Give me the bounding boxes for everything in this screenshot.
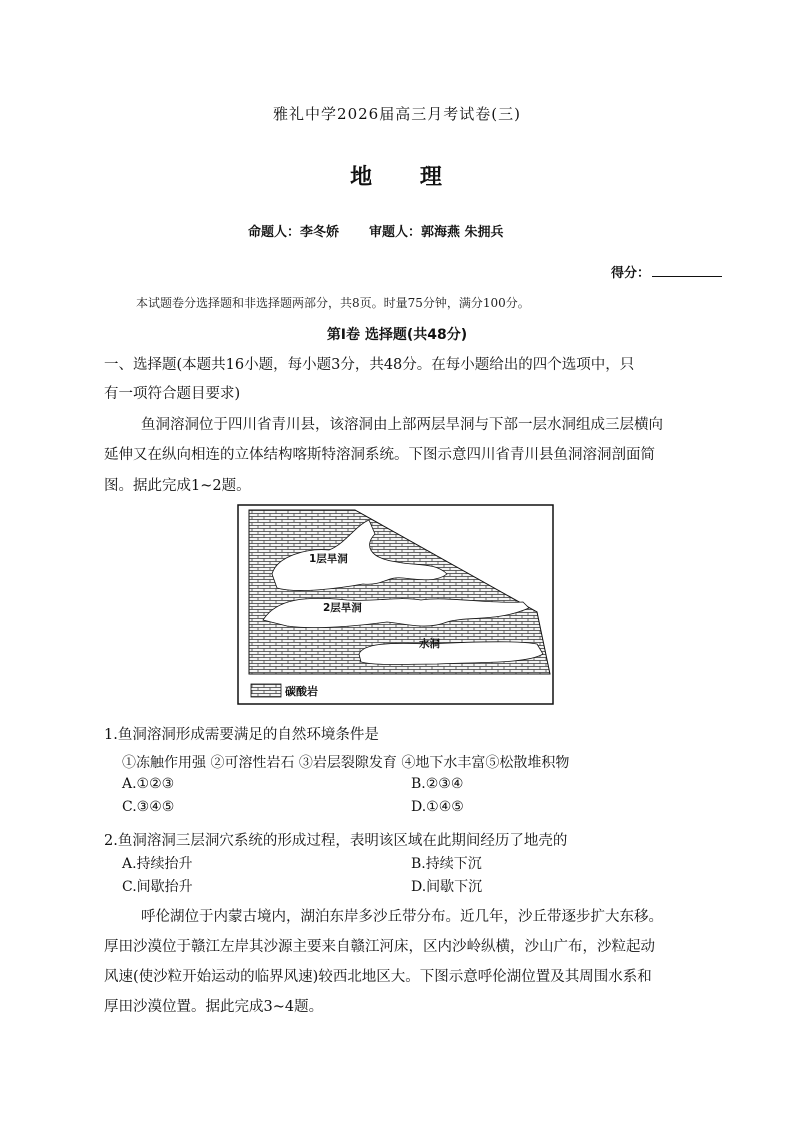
subject-title: 地 理	[350, 164, 462, 190]
label-layer1: 1层旱洞	[309, 553, 348, 565]
legend-swatch	[251, 684, 281, 697]
passage2-line3: 风速(使沙粒开始运动的临界风速)较西北地区大。下图示意呼伦湖位置及其周围水系和	[104, 969, 652, 985]
q1-option-a[interactable]: A.①②③	[122, 776, 175, 792]
score-blank	[652, 264, 722, 277]
q2-stem: 2.鱼洞溶洞三层洞穴系统的形成过程，表明该区域在此期间经历了地壳的	[104, 833, 568, 849]
label-water-cave: 水洞	[419, 638, 440, 650]
q1-option-c[interactable]: C.③④⑤	[122, 799, 175, 815]
passage2-line1: 呼伦湖位于内蒙古境内，湖泊东岸多沙丘带分布。近几年，沙丘带逐步扩大东移。	[141, 909, 663, 925]
q1-option-d[interactable]: D.①④⑤	[411, 799, 464, 815]
part-title: 第Ⅰ卷 选择题(共48分)	[326, 327, 468, 343]
exam-note: 本试题卷分选择题和非选择题两部分，共8页。时量75分钟，满分100分。	[136, 296, 530, 310]
water-cave-shape	[359, 642, 543, 665]
passage2-line2: 厚田沙漠位于赣江左岸其沙源主要来自赣江河床，区内沙岭纵横，沙山广布，沙粒起动	[104, 939, 655, 955]
author-reviewers: 审题人：郭海燕 朱拥兵	[369, 225, 504, 240]
karst-cave-figure	[237, 504, 554, 705]
passage1-line3: 图。据此完成1~2题。	[104, 478, 251, 494]
q1-items: ①冻触作用强 ②可溶性岩石 ③岩层裂隙发育 ④地下水丰富⑤松散堆积物	[122, 755, 570, 771]
authors-line	[248, 221, 504, 240]
q2-option-d[interactable]: D.间歇下沉	[411, 879, 483, 895]
section-intro-line1: 一、选择题(本题共16小题，每小题3分，共48分。在每小题给出的四个选项中，只	[104, 357, 635, 373]
author-proposer: 命题人：李冬娇	[248, 225, 340, 240]
passage1-line1: 鱼洞溶洞位于四川省青川县，该溶洞由上部两层旱洞与下部一层水洞组成三层横向	[141, 417, 663, 433]
q2-option-b[interactable]: B.持续下沉	[411, 856, 482, 872]
label-layer2: 2层旱洞	[323, 602, 362, 614]
legend-label: 碳酸岩	[285, 685, 318, 698]
q1-option-b[interactable]: B.②③④	[411, 776, 464, 792]
exam-title: 雅礼中学2026届高三月考试卷(三)	[273, 105, 521, 123]
passage2-line4: 厚田沙漠位置。据此完成3~4题。	[104, 999, 324, 1015]
passage1-line2: 延伸又在纵向相连的立体结构喀斯特溶洞系统。下图示意四川省青川县鱼洞溶洞剖面简	[104, 447, 655, 463]
q2-option-c[interactable]: C.间歇抬升	[122, 879, 193, 895]
section-intro-line2: 有一项符合题目要求)	[104, 386, 241, 402]
score-field	[611, 262, 722, 281]
q1-stem: 1.鱼洞溶洞形成需要满足的自然环境条件是	[104, 727, 379, 743]
q2-option-a[interactable]: A.持续抬升	[122, 856, 193, 872]
score-label: 得分：	[611, 266, 651, 281]
